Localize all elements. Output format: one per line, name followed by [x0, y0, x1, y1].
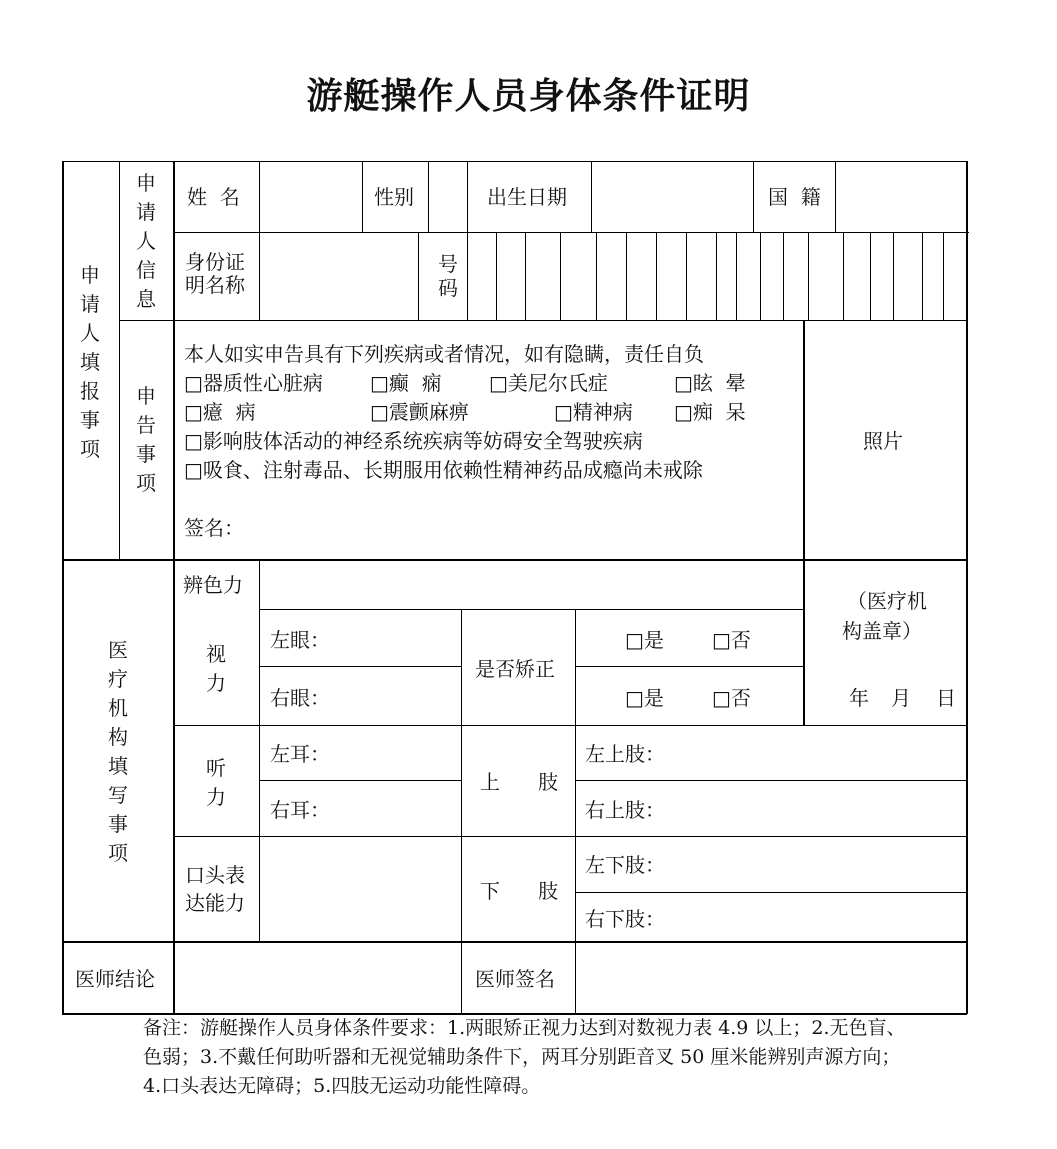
declaration-intro: 本人如实申告具有下列疾病或者情况，如有隐瞒，责任自负 [184, 342, 704, 366]
right-ear-label: 右耳： [270, 798, 330, 822]
nationality-field[interactable] [837, 163, 965, 231]
stamp-label-line1: （医疗机 [847, 589, 927, 613]
right-eye-label: 右眼： [270, 686, 330, 710]
correction-label: 是否矫正 [475, 657, 555, 681]
form-title: 游艇操作人员身体条件证明 [306, 76, 751, 117]
date-year: 年 [849, 686, 869, 710]
checkbox-dementia[interactable]: □痴 呆 [674, 400, 746, 424]
note-line: 色弱；3.不戴任何助听器和无视觉辅助条件下，两耳分别距音叉 50 厘米能辨别声源方向； [143, 1046, 901, 1068]
nationality-label: 国 籍 [768, 185, 821, 209]
declaration-label: 申 告 事 项 [136, 384, 156, 495]
photo-area[interactable] [806, 322, 964, 558]
id-name-field[interactable] [261, 234, 417, 319]
right-upper-limb-label: 右上肢： [585, 798, 665, 822]
checkbox-mental-illness[interactable]: □精神病 [554, 400, 633, 424]
upper-limb-label: 上 肢 [480, 770, 559, 794]
right-lower-limb-label: 右下肢： [585, 907, 665, 931]
doctor-signature-field[interactable] [577, 943, 965, 1012]
left-eye-corrected-no[interactable]: □否 [712, 628, 751, 652]
checkbox-neuro[interactable]: □影响肢体活动的神经系统疾病等妨碍安全驾驶疾病 [184, 429, 643, 453]
speech-label-line2: 达能力 [185, 891, 245, 915]
hearing-label: 听 力 [206, 756, 226, 809]
checkbox-vertigo[interactable]: □眩 晕 [674, 371, 746, 395]
gender-field[interactable] [430, 163, 466, 231]
applicant-section-label: 申 请 人 填 报 事 项 [80, 263, 100, 461]
right-eye-corrected-yes[interactable]: □是 [625, 686, 664, 710]
doctor-conclusion-label: 医师结论 [75, 967, 155, 991]
birthdate-field[interactable] [593, 163, 752, 231]
speech-field[interactable] [261, 838, 460, 940]
gender-label: 性别 [374, 185, 414, 209]
lower-limb-label: 下 肢 [480, 879, 559, 903]
doctor-conclusion-field[interactable] [176, 943, 460, 1012]
note-line: 4.口头表达无障碍；5.四肢无运动功能性障碍。 [143, 1075, 541, 1097]
birthdate-label: 出生日期 [487, 185, 567, 209]
checkbox-paralysis-agitans[interactable]: □震颤麻痹 [370, 400, 469, 424]
left-lower-limb-label: 左下肢： [585, 853, 665, 877]
signature-field[interactable] [240, 505, 790, 550]
id-name-label-line2: 明名称 [185, 273, 245, 297]
id-name-label-line1: 身份证 [185, 250, 245, 274]
checkbox-drugs[interactable]: □吸食、注射毒品、长期服用依赖性精神药品成瘾尚未戒除 [184, 458, 703, 482]
speech-label-line1: 口头表 [185, 863, 245, 887]
requirements-note [143, 1014, 906, 1101]
name-label: 姓 名 [187, 185, 240, 209]
checkbox-epilepsy[interactable]: □癫 痫 [370, 371, 442, 395]
doctor-signature-label: 医师签名 [475, 967, 555, 991]
checkbox-meniere[interactable]: □美尼尔氏症 [489, 371, 608, 395]
medical-section-label: 医 疗 机 构 填 写 事 项 [108, 638, 128, 865]
color-vision-label: 辨色力 [183, 573, 243, 597]
left-ear-label: 左耳： [270, 742, 330, 766]
stamp-label-line2: 构盖章） [842, 619, 922, 643]
signature-label: 签名： [184, 516, 244, 540]
id-number-label: 号 码 [438, 252, 458, 300]
date-month: 月 [891, 686, 911, 710]
checkbox-hysteria[interactable]: □癔 病 [184, 400, 256, 424]
applicant-info-label: 申 请 人 信 息 [136, 171, 156, 311]
left-eye-label: 左眼： [270, 628, 330, 652]
checkbox-organic-heart[interactable]: □器质性心脏病 [184, 371, 323, 395]
left-eye-corrected-yes[interactable]: □是 [625, 628, 664, 652]
name-field[interactable] [261, 163, 361, 231]
vision-label: 视 力 [206, 642, 226, 695]
note-line: 备注：游艇操作人员身体条件要求：1.两眼矫正视力达到对数视力表 4.9 以上；2.无色盲、 [143, 1017, 906, 1039]
color-vision-field[interactable] [261, 561, 802, 608]
left-upper-limb-label: 左上肢： [585, 742, 665, 766]
photo-label: 照片 [863, 429, 903, 453]
date-day: 日 [936, 686, 956, 710]
right-eye-corrected-no[interactable]: □否 [712, 686, 751, 710]
